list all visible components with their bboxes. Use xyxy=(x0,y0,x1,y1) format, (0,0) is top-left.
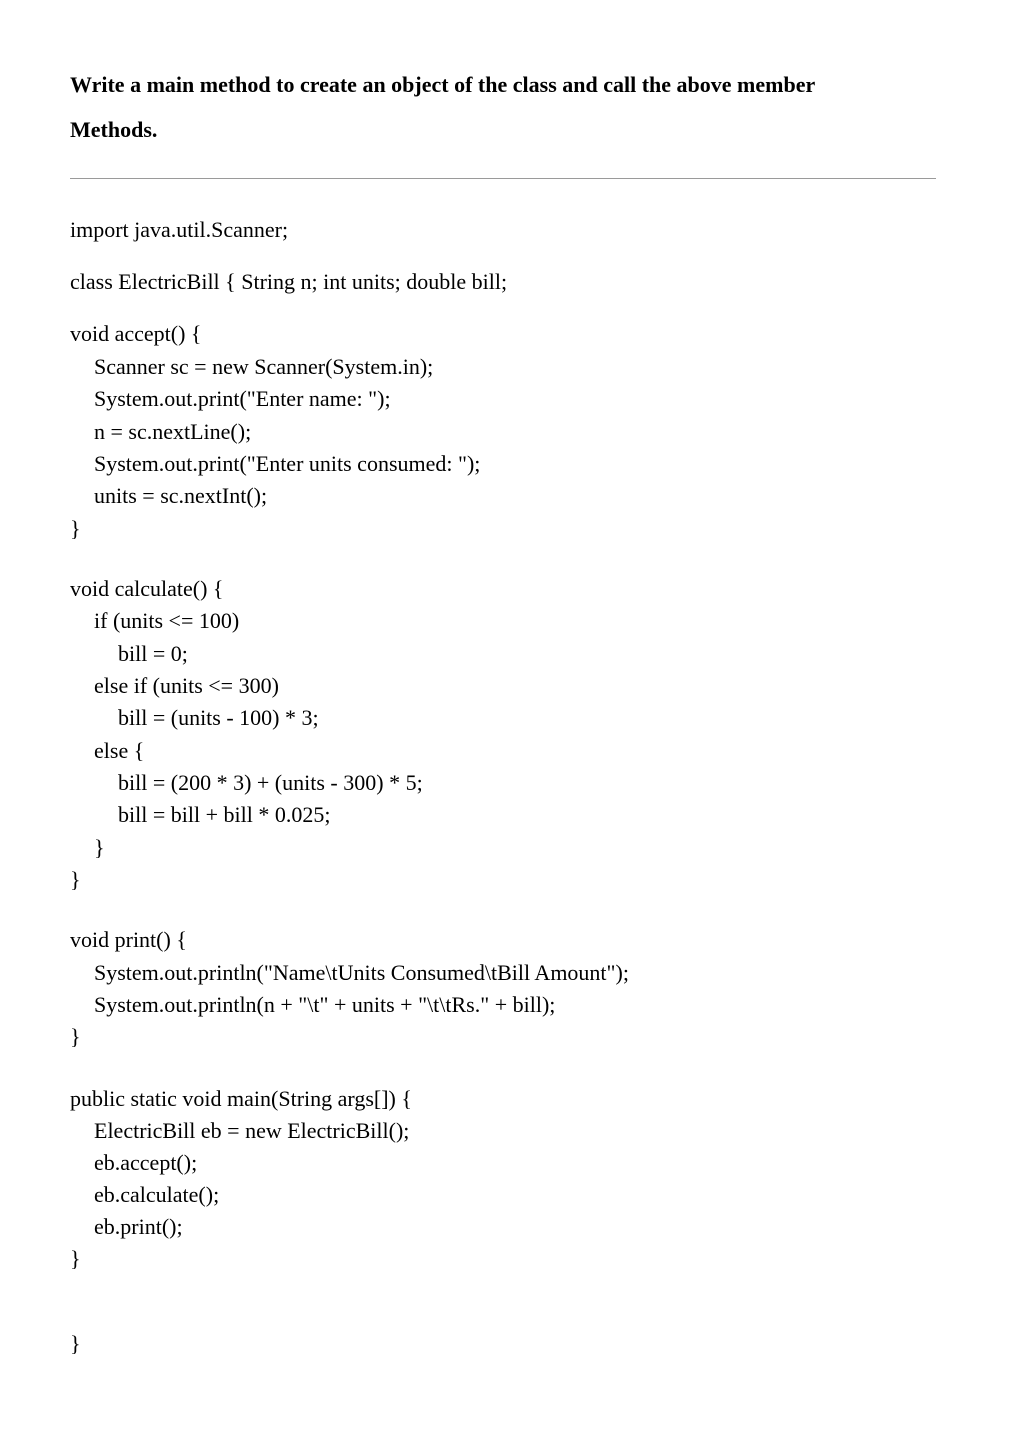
code-line: n = sc.nextLine(); xyxy=(94,419,252,444)
code-line: System.out.print("Enter units consumed: "); xyxy=(94,451,481,476)
code-line: System.out.println("Name\tUnits Consumed\tBill Amount"); xyxy=(94,960,629,985)
code-line: void calculate() { xyxy=(70,576,224,601)
code-line: bill = 0; xyxy=(118,641,188,666)
code-line: bill = (200 * 3) + (units - 300) * 5; xyxy=(118,770,423,795)
code-line: bill = (units - 100) * 3; xyxy=(118,705,319,730)
code-line: } xyxy=(70,1246,81,1271)
question-line-2: Methods. xyxy=(70,117,158,142)
code-line: eb.print(); xyxy=(94,1214,183,1239)
code-line: } xyxy=(70,867,81,892)
horizontal-rule xyxy=(70,178,936,179)
code-line: Scanner sc = new Scanner(System.in); xyxy=(94,354,434,379)
code-line: void print() { xyxy=(70,927,187,952)
code-line: else if (units <= 300) xyxy=(94,673,279,698)
question-line-1: Write a main method to create an object of the class and call the above member xyxy=(70,72,816,97)
code-line: import java.util.Scanner; xyxy=(70,217,289,242)
code-line: units = sc.nextInt(); xyxy=(94,483,268,508)
code-line: eb.accept(); xyxy=(94,1150,198,1175)
code-line: } xyxy=(70,1024,81,1049)
code-line: System.out.println(n + "\t" + units + "\t\tRs." + bill); xyxy=(94,992,556,1017)
code-line: bill = bill + bill * 0.025; xyxy=(118,802,331,827)
code-line: } xyxy=(70,1331,81,1356)
code-line: public static void main(String args[]) { xyxy=(70,1086,412,1111)
code-line: eb.calculate(); xyxy=(94,1182,220,1207)
code-line: System.out.print("Enter name: "); xyxy=(94,386,391,411)
code-line: if (units <= 100) xyxy=(94,608,240,633)
code-line: void accept() { xyxy=(70,321,202,346)
code-line: ElectricBill eb = new ElectricBill(); xyxy=(94,1118,410,1143)
code-line: } xyxy=(94,835,105,860)
code-line: } xyxy=(70,516,81,541)
code-line: else { xyxy=(94,738,145,763)
code-line: class ElectricBill { String n; int units; double bill; xyxy=(70,269,508,294)
